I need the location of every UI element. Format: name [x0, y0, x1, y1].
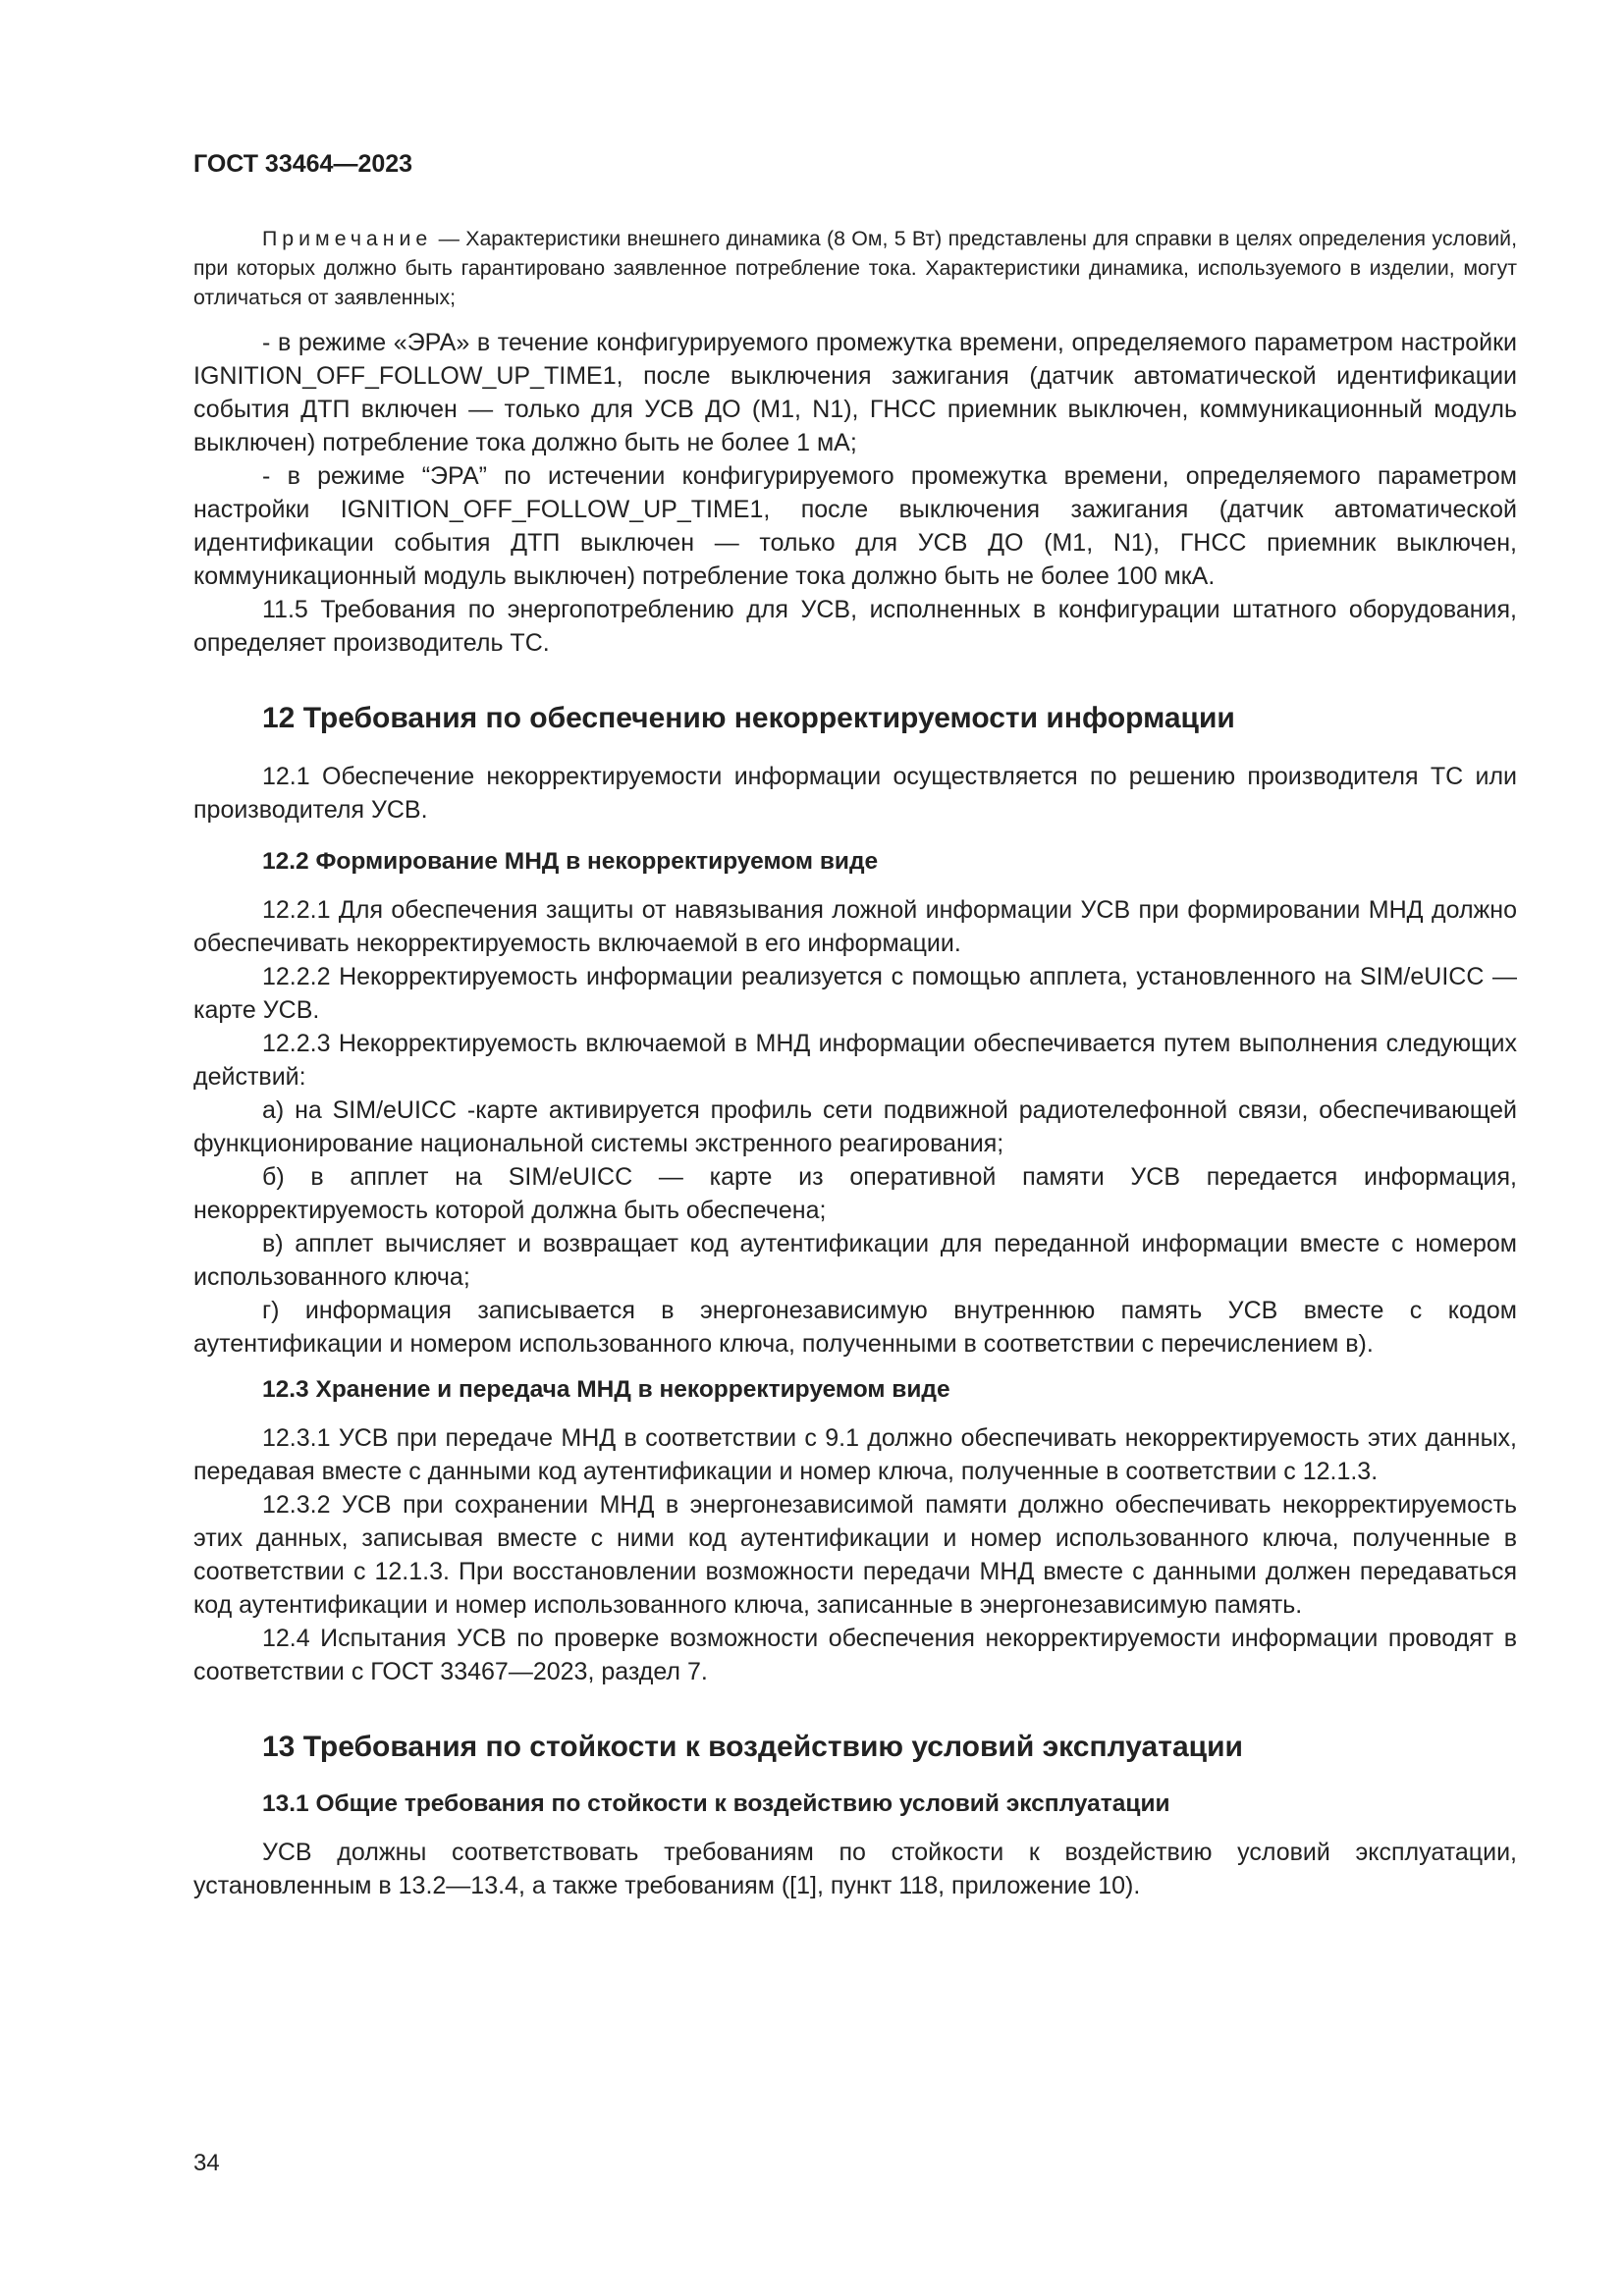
list-item-b: б) в апплет на SIM/eUICC — карте из оперативной памяти УСВ передается информация, некорректируемость которой должна быть обеспечена; [193, 1163, 1517, 1224]
subsection-13-1-heading: 13.1 Общие требования по стойкости к воздействию условий эксплуатации [262, 1790, 1170, 1817]
page-number: 34 [193, 2150, 220, 2176]
subsection-12-2-heading: 12.2 Формирование МНД в некорректируемом виде [262, 848, 879, 875]
paragraph-12-1: 12.1 Обеспечение некорректируемости информации осуществляется по решению производителя ТС или производителя УСВ. [193, 763, 1517, 824]
page-body [193, 224, 1517, 1902]
paragraph-12-2-3: 12.2.3 Некорректируемость включаемой в МНД информации обеспечивается путем выполнения следующих действий: [193, 1030, 1517, 1091]
note-text: — Характеристики внешнего динамика (8 Ом, 5 Вт) представлены для справки в целях определения условий, при которых должно быть гарантировано заявленное потребление тока. Характеристики динамика, используемого в изделии, могут отличаться от заявленных; [193, 227, 1517, 309]
list-item-v: в) апплет вычисляет и возвращает код аутентификации для переданной информации вместе с номером использованного ключа; [193, 1230, 1517, 1291]
subsection-12-3-heading: 12.3 Хранение и передача МНД в некорректируемом виде [262, 1376, 950, 1403]
paragraph-13-1: УСВ должны соответствовать требованиям по стойкости к воздействию условий эксплуатации, установленным в 13.2—13.4, а также требованиям ([1], пункт 118, приложение 10). [193, 1839, 1517, 1899]
list-item-a: а) на SIM/eUICC -карте активируется профиль сети подвижной радиотелефонной связи, обеспечивающей функционирование национальной системы экстренного реагирования; [193, 1096, 1517, 1157]
paragraph-12-3-2: 12.3.2 УСВ при сохранении МНД в энергонезависимой памяти должно обеспечивать некорректируемость этих данных, записывая вместе с ними код аутентификации и номер использованного ключа, полученные в соответствии с 12.1.3. При восстановлении возможности передачи МНД вместе с данными должен передаваться код аутентификации и номер использованного ключа, записанные в энергонезависимую память. [193, 1491, 1517, 1619]
document-header: ГОСТ 33464—2023 [193, 150, 413, 178]
paragraph-era-expired: - в режиме “ЭРА” по истечении конфигурируемого промежутка времени, определяемого параметром настройки IGNITION_OFF_FOLLOW_UP_TIME1, после выключения зажигания (датчик автоматической идентификации события ДТП выключен — только для УСВ ДО (М1, N1), ГНСС приемник выключен, коммуникационный модуль выключен) потребление тока должно быть не более 100 мкА. [193, 462, 1517, 590]
note-paragraph [193, 224, 1517, 312]
paragraph-12-3-1: 12.3.1 УСВ при передаче МНД в соответствии с 9.1 должно обеспечивать некорректируемость этих данных, передавая вместе с данными код аутентификации и номер ключа, полученные в соответствии с 12.1.3. [193, 1424, 1517, 1485]
paragraph-12-2-1: 12.2.1 Для обеспечения защиты от навязывания ложной информации УСВ при формировании МНД должно обеспечивать некорректируемость включаемой в его информации. [193, 896, 1517, 957]
paragraph-12-4: 12.4 Испытания УСВ по проверке возможности обеспечения некорректируемости информации проводят в соответствии с ГОСТ 33467—2023, раздел 7. [193, 1625, 1517, 1685]
section-13-heading: 13 Требования по стойкости к воздействию условий эксплуатации [262, 1731, 1243, 1763]
paragraph-11-5: 11.5 Требования по энергопотреблению для УСВ, исполненных в конфигурации штатного оборудования, определяет производитель ТС. [193, 596, 1517, 657]
list-item-g: г) информация записывается в энергонезависимую внутреннюю память УСВ вместе с кодом аутентификации и номером использованного ключа, полученными в соответствии с перечислением в). [193, 1297, 1517, 1358]
note-label: Примечание [262, 227, 433, 250]
section-12-heading: 12 Требования по обеспечению некорректируемости информации [262, 702, 1235, 734]
paragraph-era-timed: - в режиме «ЭРА» в течение конфигурируемого промежутка времени, определяемого параметром настройки IGNITION_OFF_FOLLOW_UP_TIME1, после выключения зажигания (датчик автоматической идентификации события ДТП включен — только для УСВ ДО (М1, N1), ГНСС приемник выключен, коммуникационный модуль выключен) потребление тока должно быть не более 1 мА; [193, 329, 1517, 456]
paragraph-12-2-2: 12.2.2 Некорректируемость информации реализуется с помощью апплета, установленного на SIM/eUICC — карте УСВ. [193, 963, 1517, 1024]
